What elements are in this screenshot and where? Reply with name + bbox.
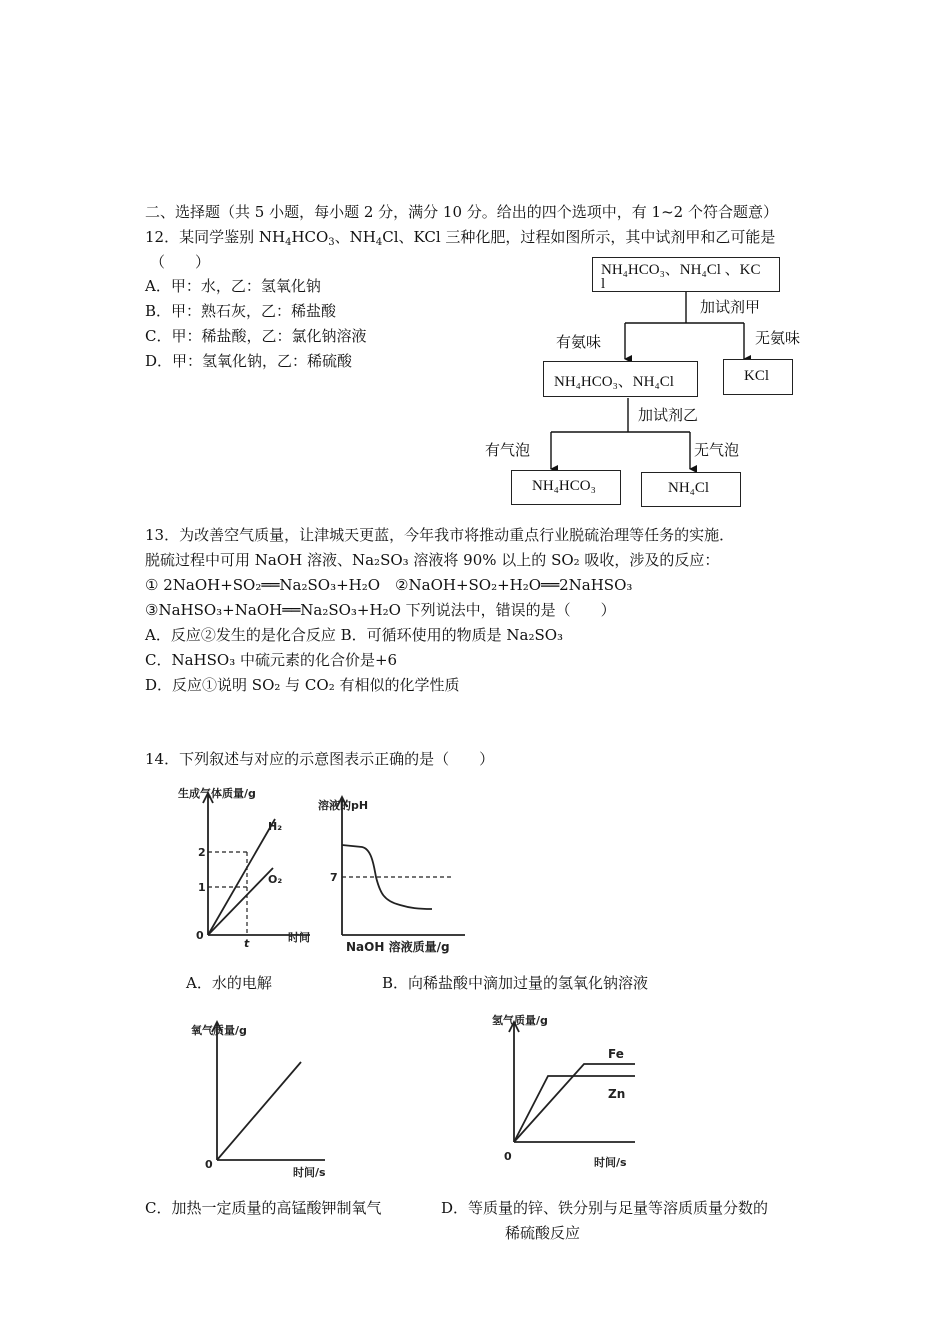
- graph-c-origin: 0: [205, 1158, 213, 1171]
- flow-kcl-box: KCl: [723, 359, 793, 395]
- graph-d-label-fe: Fe: [608, 1047, 624, 1061]
- graph-a-ylabel: 生成气体质量/g: [178, 787, 256, 800]
- q12-option-a[interactable]: A．甲：水，乙：氢氧化钠: [145, 277, 321, 295]
- graph-c-ylabel: 氧气质量/g: [191, 1024, 247, 1037]
- graph-b-ph-curve: [310, 785, 480, 955]
- q13-option-ab[interactable]: A．反应②发生的是化合反应 B．可循环使用的物质是 Na₂SO₃: [145, 626, 564, 644]
- flow-branch-no-ammonia: 无氨味: [755, 329, 801, 347]
- q12-option-c[interactable]: C．甲：稀盐酸，乙：氯化钠溶液: [145, 327, 367, 345]
- q14-stem: 14．下列叙述与对应的示意图表示正确的是（ ）: [145, 750, 495, 768]
- graph-a-tick-2: 2: [198, 846, 206, 859]
- q14-option-d-line-1[interactable]: D．等质量的锌、铁分别与足量等溶质质量分数的: [441, 1199, 769, 1217]
- q14-option-c[interactable]: C．加热一定质量的高锰酸钾制氧气: [145, 1199, 382, 1217]
- flow-start-box: NH₄HCO₃、NH₄Cl 、KC l: [592, 257, 780, 292]
- q13-option-c[interactable]: C．NaHSO₃ 中硫元素的化合价是+6: [145, 651, 398, 669]
- graph-a-tick-1: 1: [198, 881, 206, 894]
- graph-a-electrolysis: [170, 785, 320, 955]
- flow-result-nh4cl: NH₄Cl: [641, 472, 741, 507]
- graph-b-xlabel: NaOH 溶液质量/g: [346, 940, 450, 954]
- graph-d-xlabel: 时间/s: [594, 1156, 627, 1169]
- q12-option-d[interactable]: D．甲：氢氧化钠，乙：稀硫酸: [145, 352, 353, 370]
- graph-c-xlabel: 时间/s: [293, 1166, 326, 1179]
- graph-d-ylabel: 氢气质量/g: [492, 1014, 548, 1027]
- q12-blank: （ ）: [150, 253, 211, 271]
- flow-branch-no-bubbles: 无气泡: [694, 441, 740, 459]
- q13-line-1: 13．为改善空气质量，让津城天更蓝，今年我市将推动重点行业脱硫治理等任务的实施．: [145, 526, 735, 544]
- flow-reagent-1: 加试剂甲: [700, 298, 761, 316]
- graph-d-origin: 0: [504, 1150, 512, 1163]
- flow-mid-box: NH₄HCO₃、NH₄Cl: [543, 361, 698, 397]
- q13-line-4: ③NaHSO₃+NaOH══Na₂SO₃+H₂O 下列说法中，错误的是（ ）: [145, 601, 616, 619]
- graph-a-tick-t: t: [244, 937, 250, 950]
- q14-option-a[interactable]: A．水的电解: [186, 974, 272, 992]
- q12-stem: 12．某同学鉴别 $NH_4HCO_3$、$NH_4Cl$、KCl 三种化肥，过程如图所示，其中试剂甲和乙可能是: [145, 228, 776, 248]
- q14-option-b[interactable]: B．向稀盐酸中滴加过量的氢氧化钠溶液: [382, 974, 649, 992]
- graph-a-label-h2: H₂: [268, 820, 283, 833]
- q13-option-d[interactable]: D．反应①说明 SO₂ 与 CO₂ 有相似的化学性质: [145, 676, 460, 694]
- graph-a-origin: 0: [196, 929, 204, 942]
- graph-d-zn-line: [514, 1076, 635, 1142]
- flow-branch-ammonia: 有氨味: [556, 333, 602, 351]
- flow-reagent-2: 加试剂乙: [638, 406, 699, 424]
- flow-branch-bubbles: 有气泡: [485, 441, 531, 459]
- flow-result-nh4hco3: NH₄HCO₃: [511, 470, 621, 505]
- graph-a-xlabel: 时间: [288, 931, 310, 944]
- graph-a-label-o2: O₂: [268, 873, 283, 886]
- graph-d-label-zn: Zn: [608, 1087, 626, 1101]
- graph-c-o2-line: [217, 1062, 301, 1160]
- q12-option-b[interactable]: B．甲：熟石灰，乙：稀盐酸: [145, 302, 337, 320]
- graph-c-kmno4: [185, 1010, 335, 1185]
- graph-b-ylabel: 溶液的pH: [318, 799, 369, 812]
- q14-option-d-line-2: 稀硫酸反应: [505, 1224, 581, 1242]
- graph-d-zn-fe: [490, 1010, 660, 1180]
- q13-line-3: ① 2NaOH+SO₂══Na₂SO₃+H₂O ②NaOH+SO₂+H₂O══2NaHSO₃: [145, 576, 633, 594]
- section-title: 二、选择题（共 5 小题，每小题 2 分，满分 10 分。给出的四个选项中，有 1~2 个符合题意）: [145, 203, 778, 221]
- q13-line-2: 脱硫过程中可用 NaOH 溶液、Na₂SO₃ 溶液将 90% 以上的 SO₂ 吸收，涉及的反应：: [145, 551, 720, 569]
- graph-b-tick-7: 7: [330, 871, 338, 884]
